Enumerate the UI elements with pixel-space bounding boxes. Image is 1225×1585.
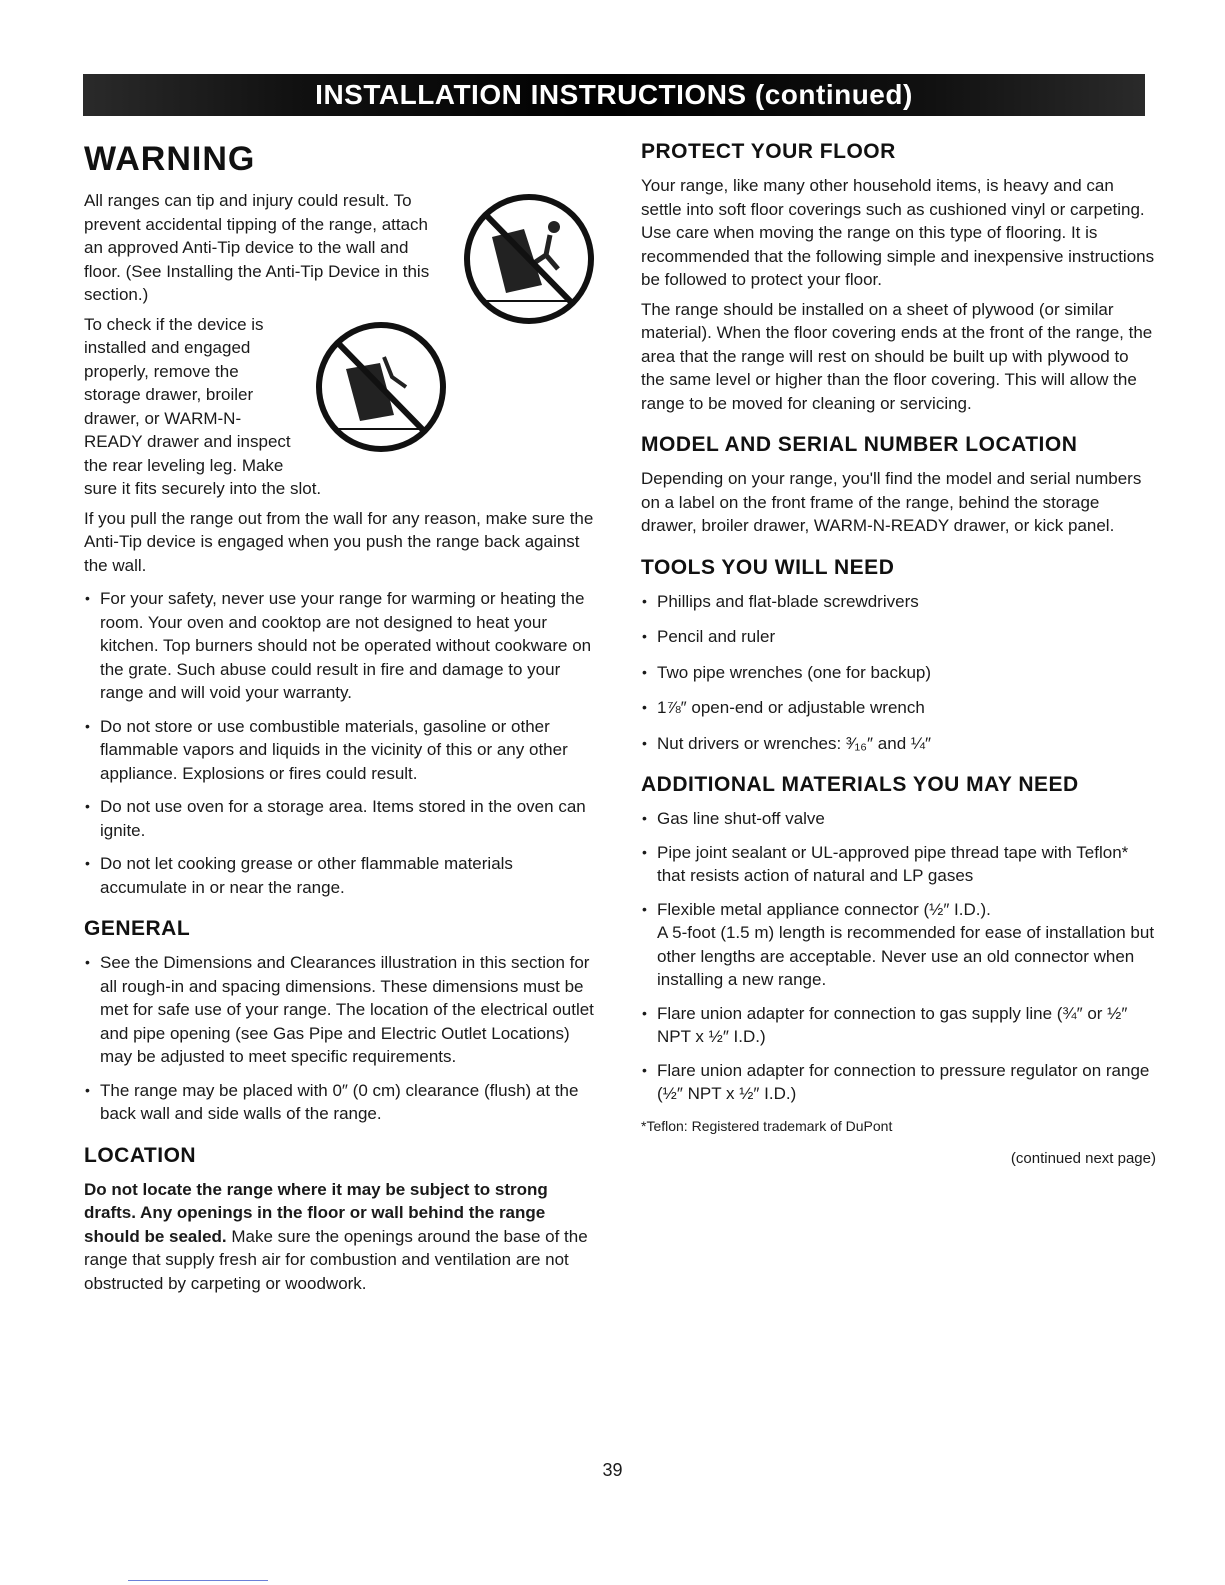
list-item: • Gas line shut-off valve xyxy=(641,807,1156,831)
tools-heading: TOOLS YOU WILL NEED xyxy=(641,555,895,579)
footer-rule xyxy=(128,1580,268,1581)
warning-paragraph-1: All ranges can tip and injury could result. To prevent accidental tipping of the range, attach an approved Anti-Tip device to the wall and floor. (See Installing the Anti-Tip Device in this section.) xyxy=(84,191,430,304)
tipping-range-prohibited-icon-2 xyxy=(306,317,456,457)
warning-paragraph-2: To check if the device is installed and engaged properly, remove the storage drawer, broiler drawer, or WARM-N-READY drawer and inspect the rear leveling leg. Make sure it fits securely into the slot. xyxy=(84,314,322,498)
section-banner xyxy=(83,74,1145,116)
page-number: 39 xyxy=(602,1460,623,1480)
list-item: • Two pipe wrenches (one for backup) xyxy=(641,661,1156,685)
model-heading: MODEL AND SERIAL NUMBER LOCATION xyxy=(641,433,1078,456)
list-item: • Do not let cooking grease or other flammable materials accumulate in or near the range. xyxy=(84,852,594,899)
tipping-range-prohibited-icon xyxy=(454,189,604,329)
tools-list xyxy=(641,590,1156,756)
continued-note: (continued next page) xyxy=(1010,1149,1156,1167)
warning-heading: WARNING xyxy=(84,140,256,178)
protect-heading: PROTECT YOUR FLOOR xyxy=(641,140,896,163)
list-item: • See the Dimensions and Clearances illustration in this section for all rough-in and spacing dimensions. These dimensions must be met for safe use of your range. The location of the electrical outlet and pipe opening (see Gas Pipe and Electric Outlet Locations) may be adjusted to meet specific requirements. xyxy=(84,951,594,1069)
list-item: • Flare union adapter for connection to pressure regulator on range (½″ NPT x ½″ I.D.) xyxy=(641,1059,1156,1106)
warning-paragraph-3: If you pull the range out from the wall for any reason, make sure the Anti-Tip device is engaged when you push the range back against the wall. xyxy=(84,508,594,575)
list-item: • The range may be placed with 0″ (0 cm) clearance (flush) at the back wall and side walls of the range. xyxy=(84,1079,594,1126)
protect-paragraph-2: The range should be installed on a sheet of plywood (or similar material). When the floor covering ends at the front of the range, the area that the range will rest on should be built up with plywood to the same level or higher than the floor covering. This will allow the range to be moved for cleaning or servicing. xyxy=(641,299,1153,413)
connector-line: Flexible metal appliance connector (½″ I.D.). xyxy=(657,899,991,919)
list-item xyxy=(641,898,1156,992)
right-column xyxy=(641,140,1156,1167)
general-bullet-list xyxy=(84,951,594,1126)
model-paragraph: Depending on your range, you'll find the model and serial numbers on a label on the front frame of the range, behind the storage drawer, broiler drawer, WARM-N-READY drawer, or kick panel. xyxy=(641,469,1142,535)
list-item: • 1⅞″ open-end or adjustable wrench xyxy=(641,696,1156,720)
list-item: • Pipe joint sealant or UL-approved pipe thread tape with Teflon* that resists action of natural and LP gases xyxy=(641,841,1156,888)
location-text: Make sure the openings around the base of the range that supply fresh air for combustion and ventilation are not obstructed by carpeting or woodwork. xyxy=(84,1226,588,1293)
list-item: • Phillips and flat-blade screwdrivers xyxy=(641,590,1156,614)
list-item: • Nut drivers or wrenches: ³⁄₁₆″ and ¼″ xyxy=(641,732,1156,756)
connector-note: A 5-foot (1.5 m) length is recommended for ease of installation but other lengths are acceptable. Never use an old connector when installing a new range. xyxy=(657,923,1155,989)
location-bold-text: Do not locate the range where it may be subject to strong drafts. Any openings in the floor or wall behind the range should be sealed. xyxy=(84,1179,548,1246)
left-column xyxy=(84,140,594,1301)
materials-heading: ADDITIONAL MATERIALS YOU MAY NEED xyxy=(641,773,1079,796)
location-paragraph xyxy=(84,1178,594,1296)
general-heading: GENERAL xyxy=(84,917,191,940)
list-item: • For your safety, never use your range for warming or heating the room. Your oven and cooktop are not designed to heat your kitchen. Top burners should not be operated without cookware on the grate. Such abuse could result in fire and damage to your range and will void your warranty. xyxy=(84,587,594,705)
teflon-footnote: *Teflon: Registered trademark of DuPont xyxy=(641,1117,893,1134)
protect-paragraph-1: Your range, like many other household items, is heavy and can settle into soft floor coverings such as cushioned vinyl or carpeting. Use care when moving the range on this type of flooring. It is recommended that the following simple and inexpensive instructions be followed to protect your floor. xyxy=(641,176,1155,289)
location-heading: LOCATION xyxy=(84,1143,197,1167)
warning-bullet-list xyxy=(84,587,594,899)
banner-title: INSTALLATION INSTRUCTIONS (continued) xyxy=(315,79,913,110)
list-item: • Do not use oven for a storage area. Items stored in the oven can ignite. xyxy=(84,795,594,842)
list-item: • Do not store or use combustible materials, gasoline or other flammable vapors and liquids in the vicinity of this or any other appliance. Explosions or fires could result. xyxy=(84,715,594,786)
list-item: • Pencil and ruler xyxy=(641,625,1156,649)
materials-list xyxy=(641,807,1156,1106)
list-item: • Flare union adapter for connection to gas supply line (¾″ or ½″ NPT x ½″ I.D.) xyxy=(641,1002,1156,1049)
